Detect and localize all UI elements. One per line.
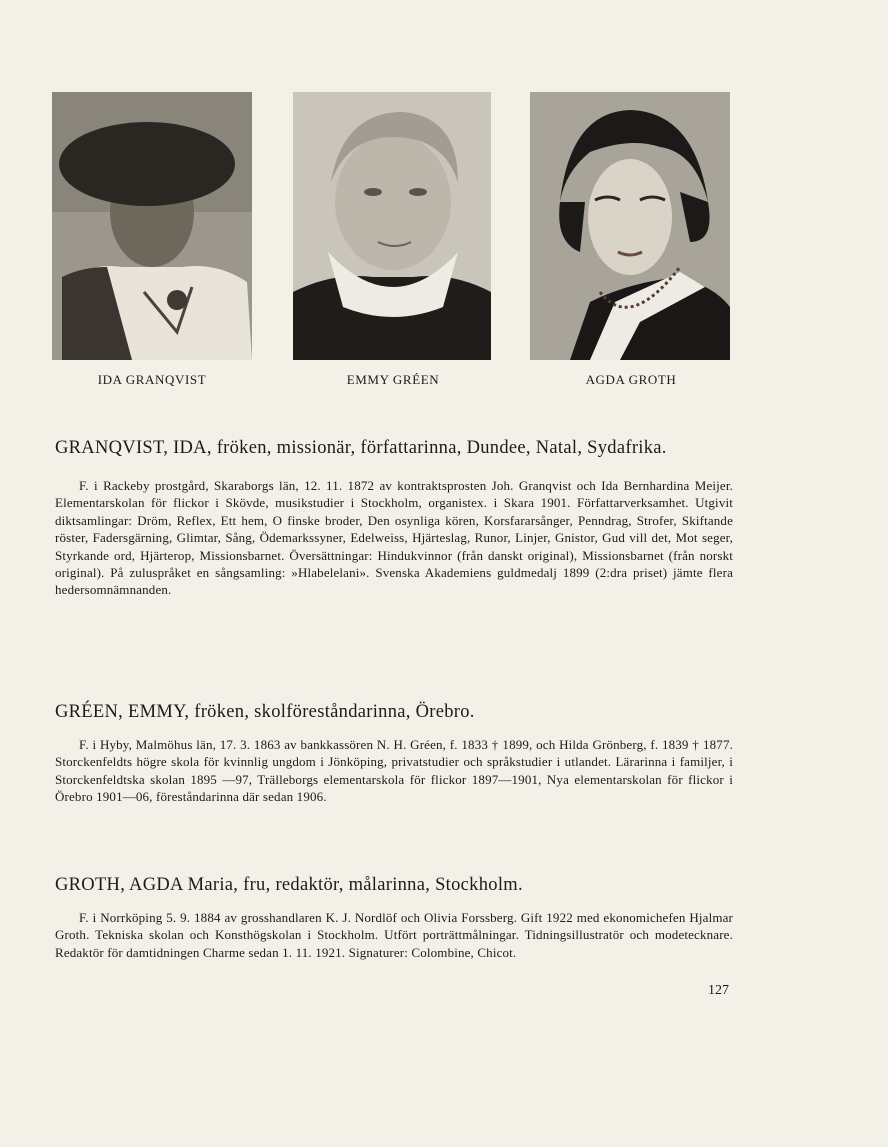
entry-body: F. i Hyby, Malmöhus län, 17. 3. 1863 av bankkassören N. H. Gréen, f. 1833 † 1899, och Hilda Grönberg, f. 1839 † 1877. Storckenfeldts högre skola för kvinnlig ungdom i Jönköping, privatstudier och språkstudier i utlandet. Lärarinna i familjer, i Storckenfeldtska skolan 1895 —97, Trälleborgs elementarskola för flickor 1897—1901, Nya elementarskolan för flickor i Örebro 1901—06, föreståndarinna där sedan 1906. — [55, 737, 733, 805]
caption-agda-groth: AGDA GROTH — [585, 372, 677, 387]
entry-heading: GROTH, AGDA Maria, fru, redaktör, målarinna, Stockholm. — [55, 875, 523, 895]
portrait-emmy-green — [293, 92, 491, 360]
caption-ida-granqvist: IDA GRANQVIST — [97, 372, 207, 387]
entry-body: F. i Norrköping 5. 9. 1884 av grosshandlaren K. J. Nordlöf och Olivia Forssberg. Gift 1922 med ekonomichefen Hjalmar Groth. Tekniska skolan och Konsthögskolan i Stockholm. Utfört porträttmålningar. Tidningsillustratör och modetecknare. Redaktör för damtidningen Charme sedan 1. 11. 1921. Signaturer: Colombine, Chicot. — [55, 910, 733, 960]
entry-heading: GRÉEN, EMMY, fröken, skolföreståndarinna, Örebro. — [55, 702, 475, 722]
caption-emmy-green: EMMY GRÉEN — [346, 372, 440, 387]
portrait-agda-groth — [530, 92, 730, 360]
portrait-ida-granqvist — [52, 92, 252, 360]
entry-granqvist — [55, 436, 733, 599]
page-number: 127 — [708, 983, 729, 998]
entry-green — [55, 700, 733, 806]
entry-body: F. i Rackeby prostgård, Skaraborgs län, 12. 11. 1872 av kontraktsprosten Joh. Granqvist och Ida Bernhardina Meijer. Elementarskolan för flickor i Skövde, musikstudier i Stockholm, organistex. i Skara 1901. Författarverksamhet. Utgivit diktsamlingar: Dröm, Reflex, Ett hem, O finske broder, Den osynliga kören, Korsfararsånger, Penndrag, Strofer, Skiftande röster, Fadersgärning, Glimtar, Sång, Ödemarkssyner, Edelweiss, Hjärteslag, Runor, Linjer, Gnistor, Gud vill det, Mot seger, Styrkande ord, Hjärterop, Missionsbarnet. Översättningar: Hindukvinnor (från danskt original), Missionsbarnet (från norskt original). På zuluspråket en sångsamling: »Hlabelelani». Svenska Akademiens guldmedalj 1899 (2:dra priset) jämte flera hedersomnämnanden. — [55, 478, 733, 598]
entry-groth — [55, 873, 733, 961]
entry-heading: GRANQVIST, IDA, fröken, missionär, författarinna, Dundee, Natal, Sydafrika. — [55, 438, 667, 458]
